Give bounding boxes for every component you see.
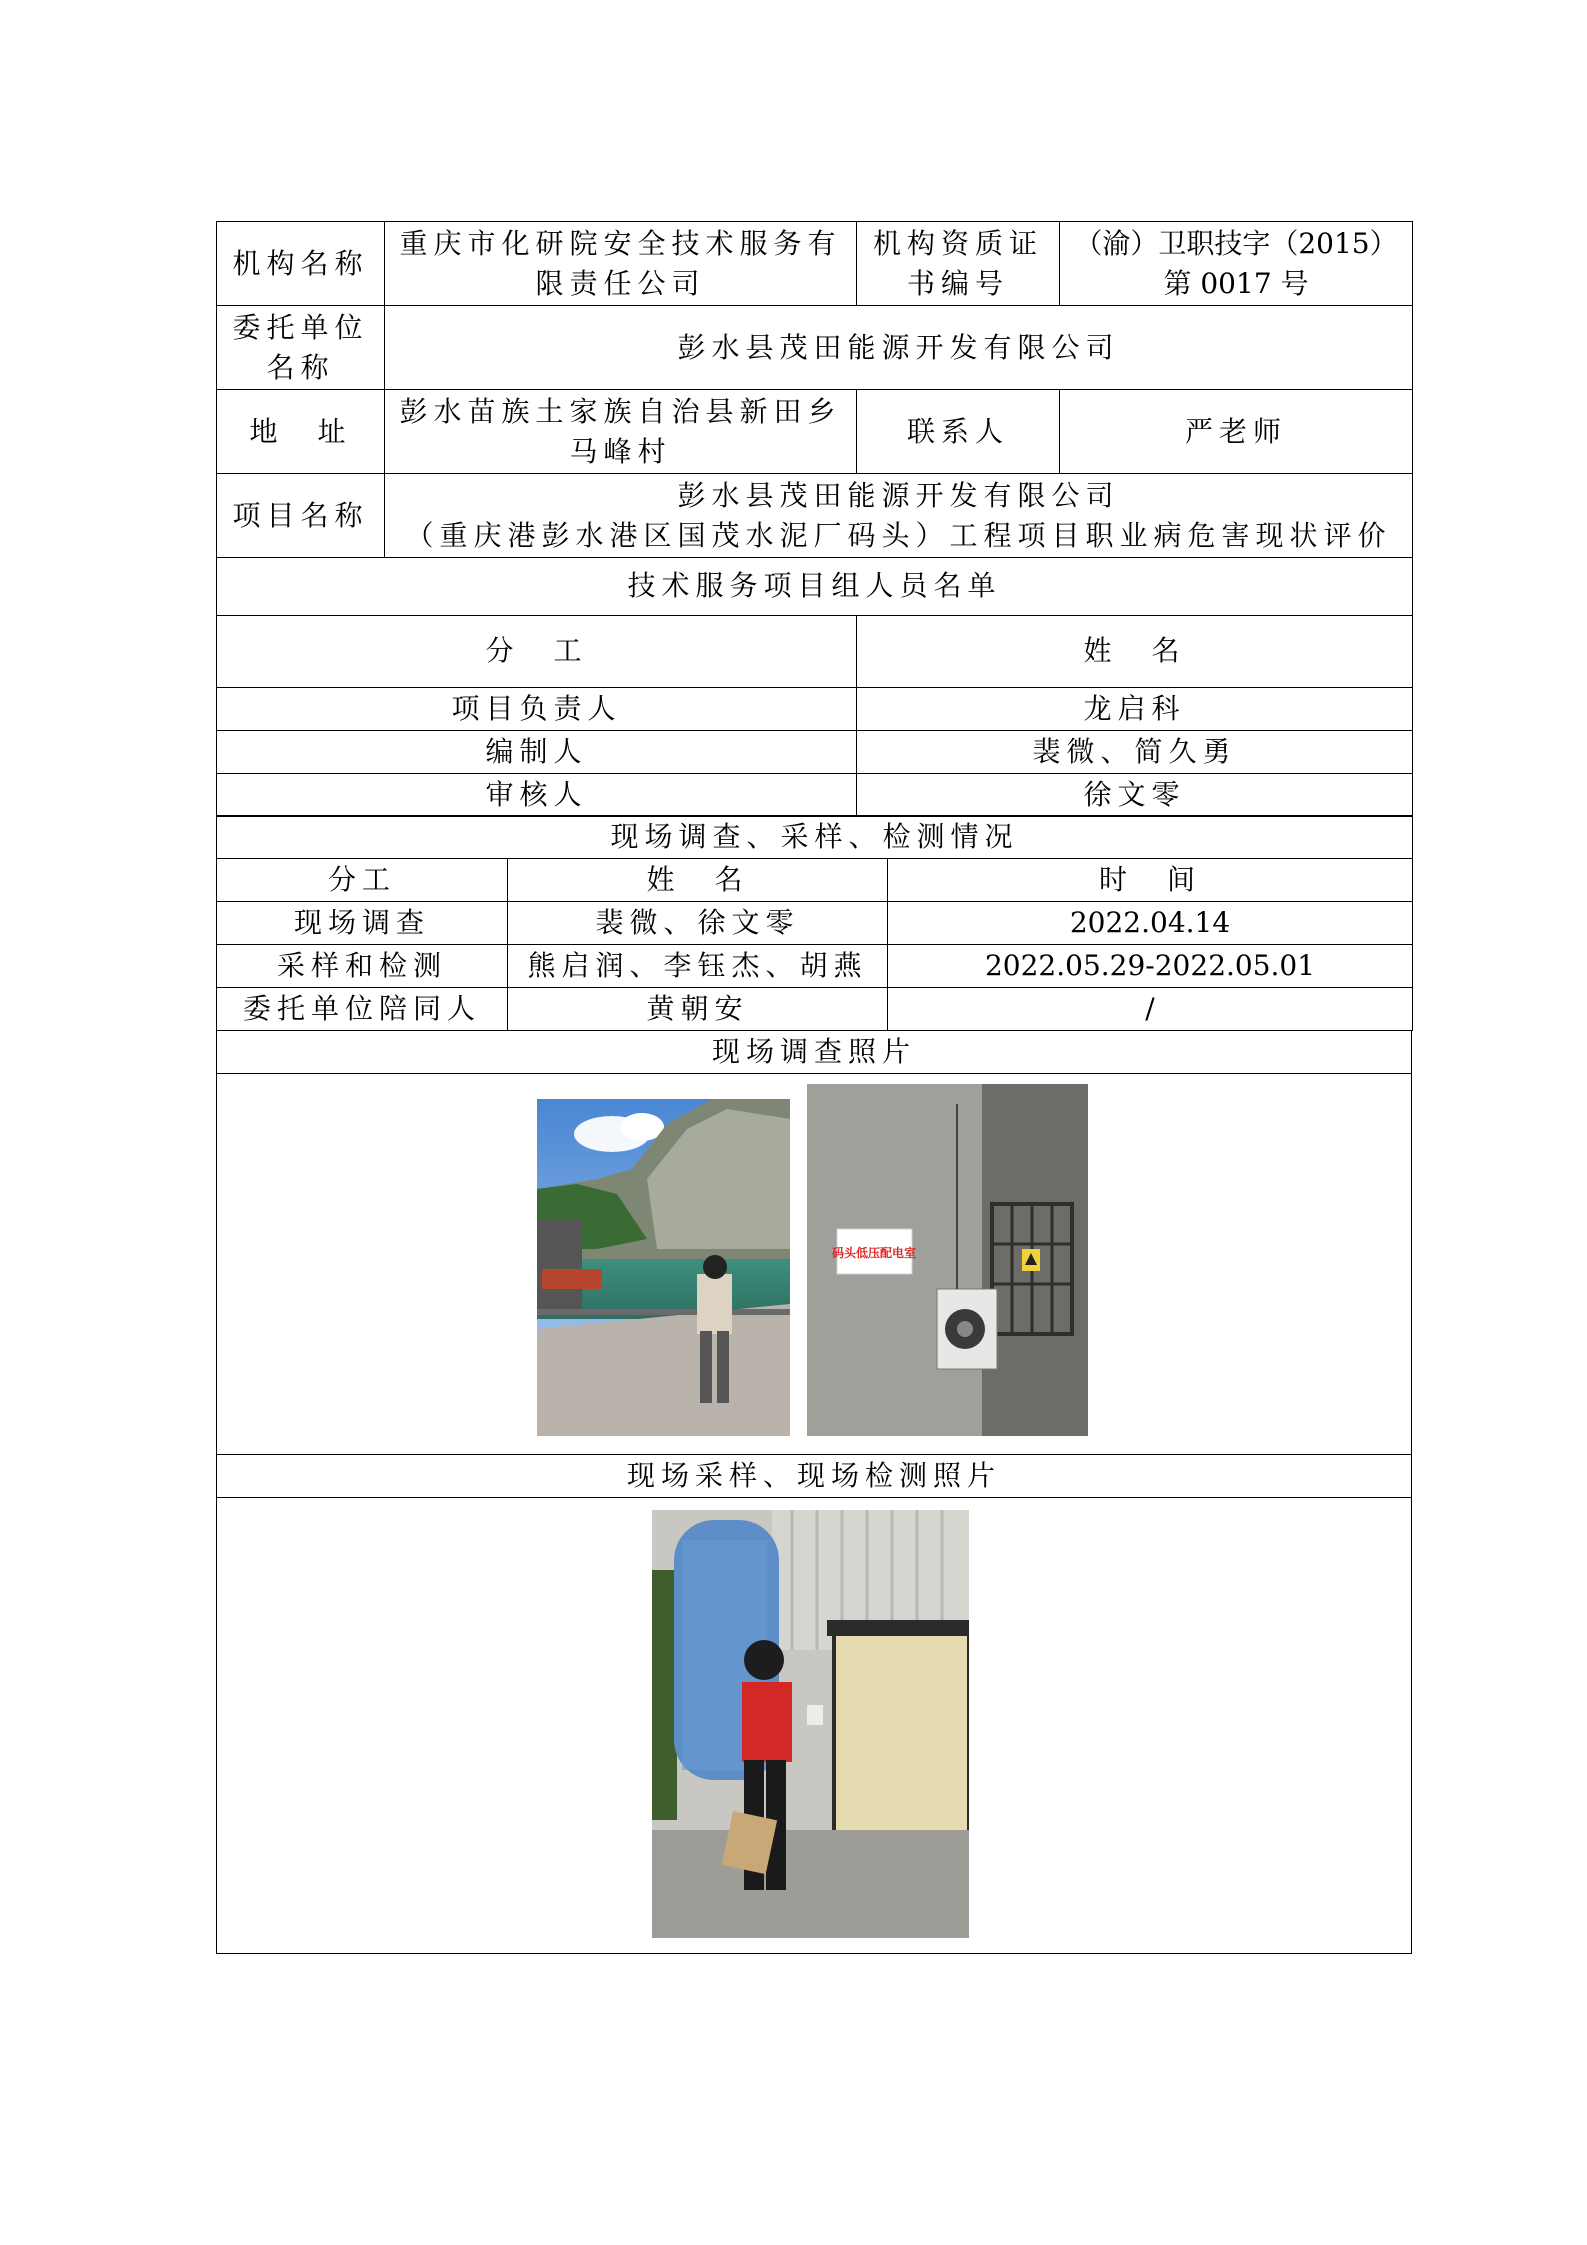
table-row bbox=[217, 988, 1413, 1031]
table-row bbox=[217, 945, 1413, 988]
sampling-photos-title: 现场采样、现场检测照片 bbox=[217, 1454, 1412, 1497]
survey-photo-power-room bbox=[807, 1084, 1088, 1436]
project-value bbox=[385, 474, 1413, 558]
survey-photo-riverside bbox=[537, 1099, 790, 1436]
survey-time: / bbox=[888, 988, 1413, 1031]
contact-label: 联系人 bbox=[857, 390, 1060, 474]
survey-col-time: 时 间 bbox=[888, 859, 1413, 902]
photo-table bbox=[216, 1030, 1412, 1954]
survey-name: 黄朝安 bbox=[508, 988, 888, 1031]
survey-section-title: 现场调查、采样、检测情况 bbox=[217, 816, 1413, 859]
survey-time: 2022.05.29-2022.05.01 bbox=[888, 945, 1413, 988]
team-col-name: 姓 名 bbox=[857, 615, 1413, 687]
table-row bbox=[217, 730, 1413, 773]
client-value: 彭水县茂田能源开发有限公司 bbox=[385, 306, 1413, 390]
survey-name: 熊启润、李钰杰、胡燕 bbox=[508, 945, 888, 988]
survey-role: 现场调查 bbox=[217, 902, 508, 945]
document-page bbox=[216, 221, 1412, 1954]
survey-role: 采样和检测 bbox=[217, 945, 508, 988]
survey-table bbox=[216, 815, 1413, 1031]
survey-photos-title: 现场调查照片 bbox=[217, 1030, 1412, 1073]
survey-col-name: 姓 名 bbox=[508, 859, 888, 902]
project-value-line1: 彭水县茂田能源开发有限公司 bbox=[677, 478, 1120, 512]
team-role: 编制人 bbox=[217, 730, 857, 773]
table-row bbox=[217, 902, 1413, 945]
org-name-value: 重庆市化研院安全技术服务有限责任公司 bbox=[385, 222, 857, 306]
survey-photos-cell bbox=[217, 1073, 1412, 1454]
info-table bbox=[216, 221, 1413, 558]
cert-value: （渝）卫职技字（2015）第 0017 号 bbox=[1060, 222, 1413, 306]
team-name: 龙启科 bbox=[857, 687, 1413, 730]
contact-value: 严老师 bbox=[1060, 390, 1413, 474]
team-col-role: 分 工 bbox=[217, 615, 857, 687]
team-role: 审核人 bbox=[217, 773, 857, 816]
client-label: 委托单位名称 bbox=[217, 306, 385, 390]
survey-time: 2022.04.14 bbox=[888, 902, 1413, 945]
org-name-label: 机构名称 bbox=[217, 222, 385, 306]
table-row bbox=[217, 773, 1413, 816]
project-value-line2: （重庆港彭水港区国茂水泥厂码头）工程项目职业病危害现状评价 bbox=[405, 518, 1392, 552]
address-value: 彭水苗族土家族自治县新田乡马峰村 bbox=[385, 390, 857, 474]
project-label: 项目名称 bbox=[217, 474, 385, 558]
sampling-photo-worker bbox=[652, 1510, 969, 1938]
cert-label: 机构资质证书编号 bbox=[857, 222, 1060, 306]
team-name: 裴微、简久勇 bbox=[857, 730, 1413, 773]
sampling-photos-cell bbox=[217, 1497, 1412, 1953]
table-row bbox=[217, 687, 1413, 730]
survey-name: 裴微、徐文零 bbox=[508, 902, 888, 945]
address-label: 地 址 bbox=[217, 390, 385, 474]
team-role: 项目负责人 bbox=[217, 687, 857, 730]
team-table bbox=[216, 557, 1413, 817]
survey-role: 委托单位陪同人 bbox=[217, 988, 508, 1031]
team-section-title: 技术服务项目组人员名单 bbox=[217, 557, 1413, 615]
power-room-sign-text: 码头低压配电室 bbox=[831, 1245, 917, 1260]
survey-col-role: 分工 bbox=[217, 859, 508, 902]
team-name: 徐文零 bbox=[857, 773, 1413, 816]
